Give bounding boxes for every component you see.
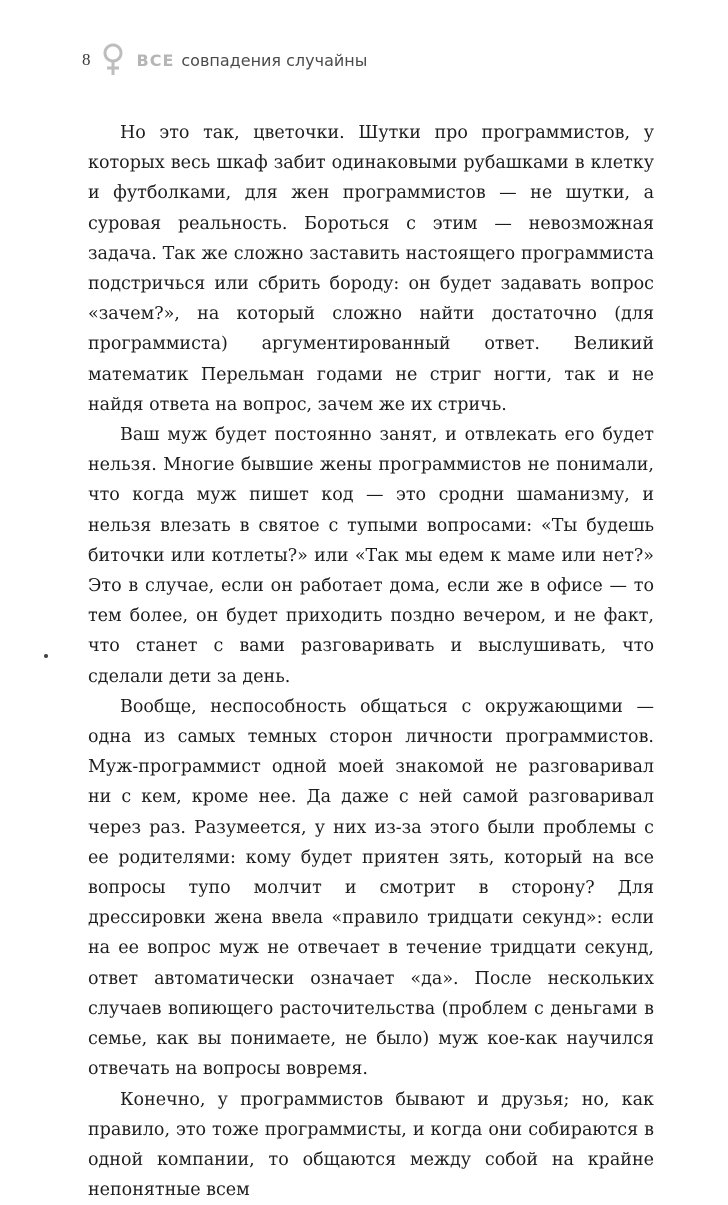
venus-symbol-icon xyxy=(101,43,125,77)
paragraph: Ваш муж будет постоянно занят, и отвлекать его будет нельзя. Многие бывшие жены программистов не понимали, что когда муж пишет код — это сродни шаманизму, и нельзя влезать в святое с тупыми вопросами: «Ты будешь биточки или котлеты?» или «Так мы едем к маме или нет?» Это в случае, если он работает дома, если же в офисе — то тем более, он будет приходить поздно вечером, и не факт, что станет с вами разговаривать и выслушивать, что сделали дети за день. xyxy=(88,420,654,692)
page-body xyxy=(88,118,654,1205)
running-header xyxy=(82,40,367,80)
page-number: 8 xyxy=(82,50,91,70)
paragraph: Конечно, у программистов бывают и друзья; но, как правило, это тоже программисты, и когда они собираются в одной компании, то общаются между собой на крайне непонятные всем xyxy=(88,1085,654,1205)
paragraph: Но это так, цветочки. Шутки про программистов, у которых весь шкаф забит одинаковыми рубашками в клетку и футболками, для жен программистов — не шутки, а суровая реальность. Бороться с этим — невозможная задача. Так же сложно заставить настоящего программиста подстричься или сбрить бороду: он будет задавать вопрос «зачем?», на который сложно найти достаточно (для программиста) аргументированный ответ. Великий математик Перельман годами не стриг ногти, так и не найдя ответа на вопрос, зачем же их стричь. xyxy=(88,118,654,420)
scan-speck xyxy=(44,654,48,658)
book-subtitle: совпадения случайны xyxy=(181,51,367,70)
book-series-title: ВСЕ xyxy=(137,51,175,70)
paragraph: Вообще, неспособность общаться с окружающими — одна из самых темных сторон личности программистов. Муж-программист одной моей знакомой не разговаривал ни с кем, кроме нее. Да даже с ней самой разговаривал через раз. Разумеется, у них из-за этого были проблемы с ее родителями: кому будет приятен зять, который на все вопросы тупо молчит и смотрит в сторону? Для дрессировки жена ввела «правило тридцати секунд»: если на ее вопрос муж не отвечает в течение тридцати секунд, ответ автоматически означает «да». После нескольких случаев вопиющего расточительства (проблем с деньгами в семье, как вы понимаете, не было) муж кое-как научился отвечать на вопросы вовремя. xyxy=(88,692,654,1085)
